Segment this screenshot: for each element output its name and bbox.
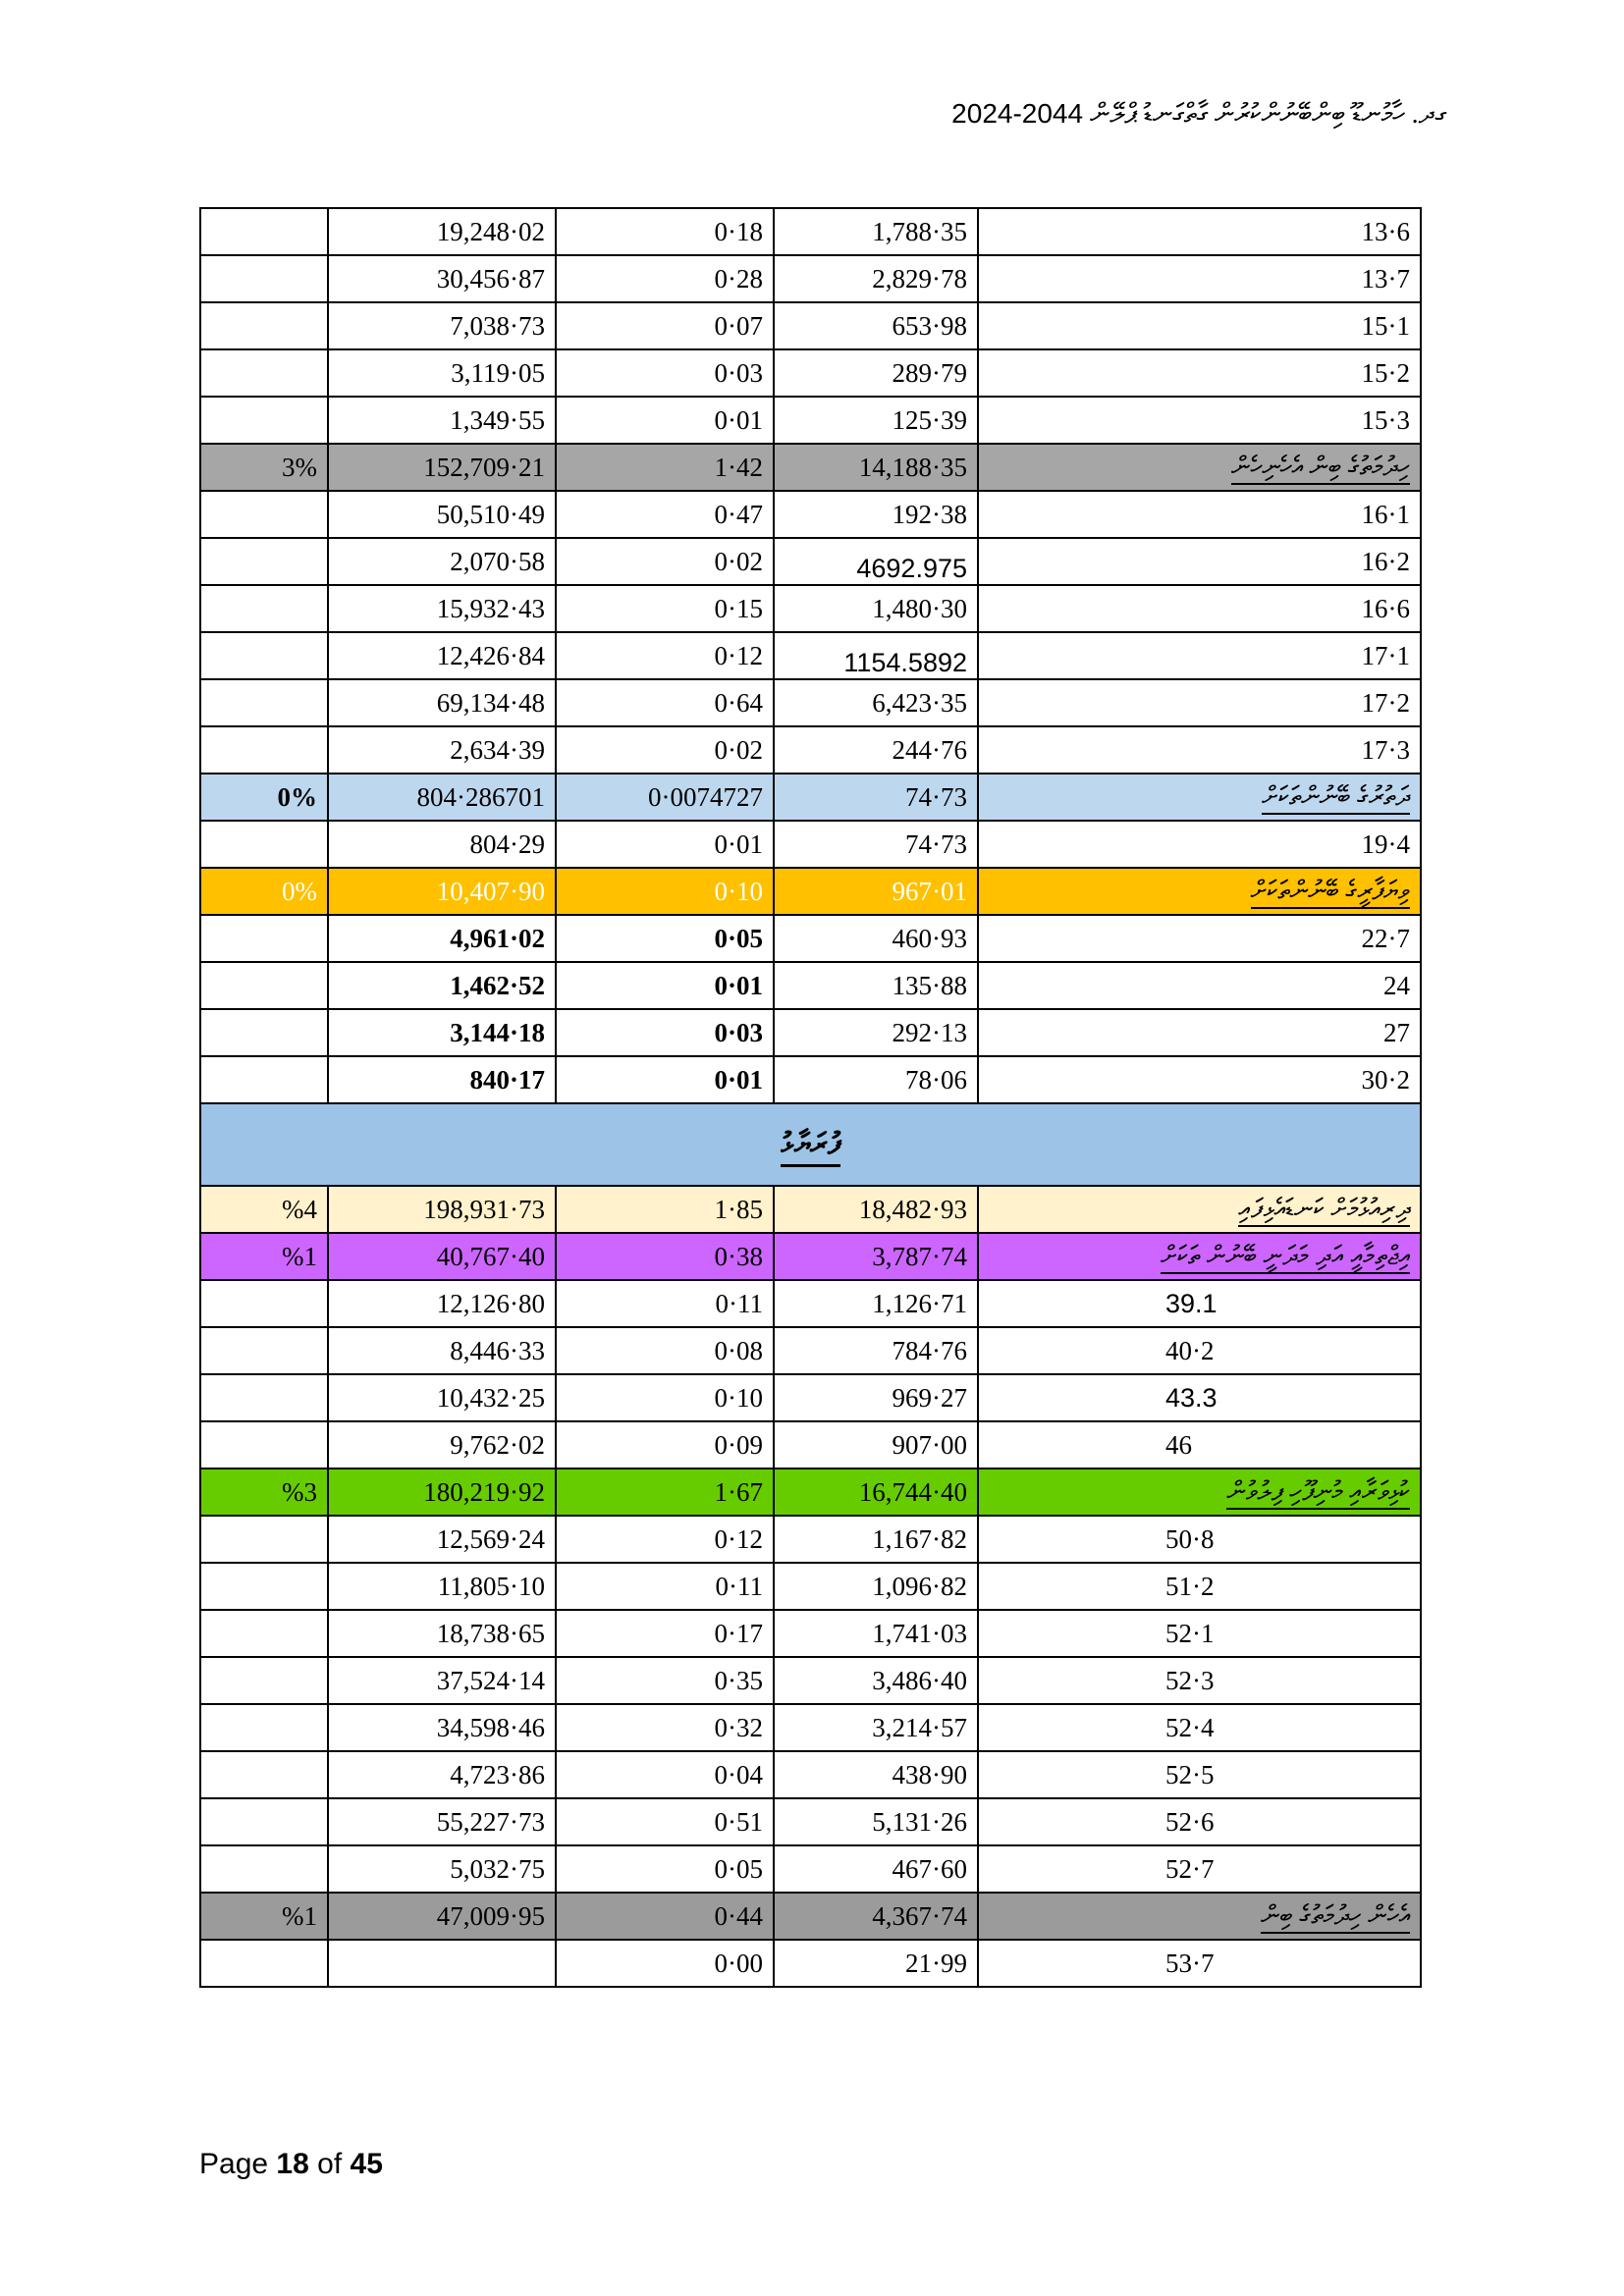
- code-cell: 15·1: [978, 302, 1421, 349]
- area-cell: 2,634·39: [328, 726, 556, 774]
- share-cell: 0·35: [556, 1657, 774, 1704]
- table-row: [200, 1940, 1421, 1987]
- sqft-cell: 14,188·35: [774, 444, 978, 491]
- pct-cell: 3%: [200, 444, 328, 491]
- share-cell: 1·42: [556, 444, 774, 491]
- table-row: [200, 679, 1421, 726]
- code-cell: 17·1: [978, 632, 1421, 679]
- group-row-residential: [200, 1186, 1421, 1233]
- sqft-cell: 653·98: [774, 302, 978, 349]
- share-cell: 0·32: [556, 1704, 774, 1751]
- area-cell: 50,510·49: [328, 491, 556, 538]
- code-cell: 52·3: [978, 1657, 1421, 1704]
- table-row: [200, 915, 1421, 962]
- code-cell: 27: [978, 1009, 1421, 1056]
- pct-cell: 0%: [200, 774, 328, 821]
- sqft-cell: 1,096·82: [774, 1563, 978, 1610]
- table-row: [200, 1657, 1421, 1704]
- pct-cell: [200, 1845, 328, 1893]
- table-row: [200, 1704, 1421, 1751]
- table-row: [200, 397, 1421, 444]
- table-row: [200, 726, 1421, 774]
- group-label: އެހެން ހިދުމަތުގެ ބިން: [978, 1893, 1421, 1940]
- pct-cell: %4: [200, 1186, 328, 1233]
- group-label: ކުޅިވަރާއި މުނިފޫހި ފިލުވުން: [978, 1468, 1421, 1516]
- share-cell: 0·10: [556, 1374, 774, 1421]
- area-cell: 1,462·52: [328, 962, 556, 1009]
- land-use-table: [199, 207, 1422, 1988]
- code-cell: 52·1: [978, 1610, 1421, 1657]
- group-row-transport: [200, 774, 1421, 821]
- area-cell: 2,070·58: [328, 538, 556, 585]
- sqft-cell: 74·73: [774, 821, 978, 868]
- sqft-cell: 289·79: [774, 349, 978, 397]
- table-row: [200, 349, 1421, 397]
- sqft-cell: 967·01: [774, 868, 978, 915]
- code-cell: 15·2: [978, 349, 1421, 397]
- share-cell: 0·28: [556, 255, 774, 302]
- sqft-cell: 16,744·40: [774, 1468, 978, 1516]
- code-cell: 52·6: [978, 1798, 1421, 1845]
- pct-cell: [200, 491, 328, 538]
- area-cell: 47,009·95: [328, 1893, 556, 1940]
- code-cell: 51·2: [978, 1563, 1421, 1610]
- share-cell: 0·02: [556, 538, 774, 585]
- area-cell: 55,227·73: [328, 1798, 556, 1845]
- sqft-cell: 907·00: [774, 1421, 978, 1468]
- area-cell: 8,446·33: [328, 1327, 556, 1374]
- table-row: [200, 538, 1421, 585]
- pct-cell: [200, 1751, 328, 1798]
- share-cell: 0·07: [556, 302, 774, 349]
- sqft-cell: 969·27: [774, 1374, 978, 1421]
- group-row-commercial: [200, 868, 1421, 915]
- share-cell: 0·51: [556, 1798, 774, 1845]
- sqft-cell: 3,787·74: [774, 1233, 978, 1280]
- share-cell: 0·44: [556, 1893, 774, 1940]
- table-row: [200, 1563, 1421, 1610]
- share-cell: 0·08: [556, 1327, 774, 1374]
- sqft-cell: 6,423·35: [774, 679, 978, 726]
- share-cell: 0·12: [556, 1516, 774, 1563]
- group-label: ދިރިއުޅުމަށް ކަނޑައެޅިފައި: [978, 1186, 1421, 1233]
- table-row: [200, 1421, 1421, 1468]
- sqft-cell: 1,480·30: [774, 585, 978, 632]
- pct-cell: [200, 1421, 328, 1468]
- code-cell: 16·2: [978, 538, 1421, 585]
- area-cell: 4,723·86: [328, 1751, 556, 1798]
- pct-cell: [200, 1798, 328, 1845]
- code-cell: 40·2: [978, 1327, 1421, 1374]
- code-cell: 39.1: [978, 1280, 1421, 1327]
- pct-cell: [200, 679, 328, 726]
- table-row: [200, 1280, 1421, 1327]
- area-cell: 30,456·87: [328, 255, 556, 302]
- table-row: [200, 962, 1421, 1009]
- table-row: [200, 1009, 1421, 1056]
- pct-cell: [200, 1056, 328, 1103]
- pct-cell: %1: [200, 1233, 328, 1280]
- code-cell: 24: [978, 962, 1421, 1009]
- area-cell: 10,432·25: [328, 1374, 556, 1421]
- area-cell: 19,248·02: [328, 208, 556, 255]
- area-cell: 3,144·18: [328, 1009, 556, 1056]
- group-row-sports-recreation: [200, 1468, 1421, 1516]
- code-cell: 50·8: [978, 1516, 1421, 1563]
- pct-cell: [200, 1516, 328, 1563]
- table-row: [200, 1845, 1421, 1893]
- pct-cell: [200, 1374, 328, 1421]
- section-title: ފުރަޔާޅު: [200, 1103, 1421, 1186]
- code-cell: 53·7: [978, 1940, 1421, 1987]
- code-cell: 30·2: [978, 1056, 1421, 1103]
- share-cell: 0·09: [556, 1421, 774, 1468]
- area-cell: 804·29: [328, 821, 556, 868]
- share-cell: 0·00: [556, 1940, 774, 1987]
- table-row: [200, 632, 1421, 679]
- sqft-cell: 244·76: [774, 726, 978, 774]
- table-row: [200, 1610, 1421, 1657]
- code-cell: 46: [978, 1421, 1421, 1468]
- table-row: [200, 302, 1421, 349]
- share-cell: 0·02: [556, 726, 774, 774]
- area-cell: 11,805·10: [328, 1563, 556, 1610]
- pct-cell: [200, 208, 328, 255]
- share-cell: 0·01: [556, 821, 774, 868]
- group-label: ދަތުރުގެ ބޭނުންތަކަށް: [978, 774, 1421, 821]
- pct-cell: 0%: [200, 868, 328, 915]
- table-row: [200, 1327, 1421, 1374]
- pct-cell: [200, 585, 328, 632]
- share-cell: 0·38: [556, 1233, 774, 1280]
- share-cell: 0·01: [556, 1056, 774, 1103]
- code-cell: 52·5: [978, 1751, 1421, 1798]
- share-cell: 0·12: [556, 632, 774, 679]
- sqft-cell: 1,126·71: [774, 1280, 978, 1327]
- pct-cell: [200, 1563, 328, 1610]
- pct-cell: [200, 821, 328, 868]
- sqft-cell: 3,486·40: [774, 1657, 978, 1704]
- pct-cell: [200, 1940, 328, 1987]
- code-cell: 15·3: [978, 397, 1421, 444]
- pct-cell: [200, 1657, 328, 1704]
- pct-cell: %3: [200, 1468, 328, 1516]
- pct-cell: [200, 255, 328, 302]
- sqft-cell: 3,214·57: [774, 1704, 978, 1751]
- pct-cell: [200, 632, 328, 679]
- pct-cell: [200, 1280, 328, 1327]
- pct-cell: [200, 302, 328, 349]
- area-cell: 34,598·46: [328, 1704, 556, 1751]
- area-cell: 12,126·80: [328, 1280, 556, 1327]
- area-cell: 9,762·02: [328, 1421, 556, 1468]
- section-title-row: [200, 1103, 1421, 1186]
- sqft-cell: 78·06: [774, 1056, 978, 1103]
- table-row: [200, 491, 1421, 538]
- area-cell: 198,931·73: [328, 1186, 556, 1233]
- sqft-cell: 1,741·03: [774, 1610, 978, 1657]
- sqft-cell: 784·76: [774, 1327, 978, 1374]
- group-label: އިޖްތިމާއީ އަދި މަދަނީ ބޭނުން ތަކަށް: [978, 1233, 1421, 1280]
- pct-cell: [200, 349, 328, 397]
- table-row: [200, 1798, 1421, 1845]
- share-cell: 0·05: [556, 1845, 774, 1893]
- area-cell: 7,038·73: [328, 302, 556, 349]
- code-cell: 13·6: [978, 208, 1421, 255]
- area-cell: 5,032·75: [328, 1845, 556, 1893]
- code-cell: 52·7: [978, 1845, 1421, 1893]
- code-cell: 19·4: [978, 821, 1421, 868]
- area-cell: 4,961·02: [328, 915, 556, 962]
- pct-cell: [200, 1610, 328, 1657]
- group-row-social-civic: [200, 1233, 1421, 1280]
- area-cell: 840·17: [328, 1056, 556, 1103]
- area-cell: 12,569·24: [328, 1516, 556, 1563]
- sqft-cell: 1,167·82: [774, 1516, 978, 1563]
- share-cell: 0·47: [556, 491, 774, 538]
- pct-cell: [200, 397, 328, 444]
- table-row: [200, 1751, 1421, 1798]
- sqft-cell: 192·38: [774, 491, 978, 538]
- table-row: [200, 821, 1421, 868]
- table-row: [200, 1516, 1421, 1563]
- area-cell: 15,932·43: [328, 585, 556, 632]
- table-row: [200, 1056, 1421, 1103]
- group-row-other-services-2: [200, 1893, 1421, 1940]
- pct-cell: %1: [200, 1893, 328, 1940]
- area-cell: 37,524·14: [328, 1657, 556, 1704]
- code-cell: 13·7: [978, 255, 1421, 302]
- share-cell: 1·85: [556, 1186, 774, 1233]
- share-cell: 0·64: [556, 679, 774, 726]
- sqft-cell: 5,131·26: [774, 1798, 978, 1845]
- header-title: ގދ. ހާމުނޑޫ ބިންބޭނުންކުރުން ގާތްގަނޑު ޕްލޭން: [1090, 99, 1447, 130]
- code-cell: 16·6: [978, 585, 1421, 632]
- page-footer: [199, 2148, 383, 2181]
- pct-cell: [200, 1704, 328, 1751]
- area-cell: [328, 1940, 556, 1987]
- area-cell: 69,134·48: [328, 679, 556, 726]
- pct-cell: [200, 962, 328, 1009]
- area-cell: 180,219·92: [328, 1468, 556, 1516]
- pct-cell: [200, 915, 328, 962]
- sqft-cell: 18,482·93: [774, 1186, 978, 1233]
- code-cell: 16·1: [978, 491, 1421, 538]
- share-cell: 0·03: [556, 1009, 774, 1056]
- table-row: [200, 585, 1421, 632]
- code-cell: 52·4: [978, 1704, 1421, 1751]
- share-cell: 0·10: [556, 868, 774, 915]
- pct-cell: [200, 726, 328, 774]
- pct-cell: [200, 538, 328, 585]
- table-row: [200, 1374, 1421, 1421]
- area-cell: 1,349·55: [328, 397, 556, 444]
- code-cell: 43.3: [978, 1374, 1421, 1421]
- area-cell: 40,767·40: [328, 1233, 556, 1280]
- area-cell: 152,709·21: [328, 444, 556, 491]
- sqft-cell: 2,829·78: [774, 255, 978, 302]
- group-label: ވިޔަފާރީގެ ބޭނުންތަކަށް: [978, 868, 1421, 915]
- sqft-cell: 135·88: [774, 962, 978, 1009]
- share-cell: 0·01: [556, 397, 774, 444]
- share-cell: 0·17: [556, 1610, 774, 1657]
- group-row-other-services: [200, 444, 1421, 491]
- area-cell: 3,119·05: [328, 349, 556, 397]
- footer-page-number: 18: [276, 2148, 309, 2180]
- share-cell: 0·11: [556, 1280, 774, 1327]
- area-cell: 18,738·65: [328, 1610, 556, 1657]
- sqft-cell: 1154.5892: [774, 632, 978, 679]
- share-cell: 0·15: [556, 585, 774, 632]
- page-header: [951, 98, 1447, 131]
- share-cell: 0·04: [556, 1751, 774, 1798]
- footer-page-word: Page: [199, 2148, 269, 2180]
- sqft-cell: 21·99: [774, 1940, 978, 1987]
- sqft-cell: 467·60: [774, 1845, 978, 1893]
- code-cell: 22·7: [978, 915, 1421, 962]
- header-year-range: 2024-2044: [951, 98, 1084, 129]
- area-cell: 804·286701: [328, 774, 556, 821]
- table-row: [200, 208, 1421, 255]
- share-cell: 0·05: [556, 915, 774, 962]
- sqft-cell: 292·13: [774, 1009, 978, 1056]
- pct-cell: [200, 1009, 328, 1056]
- group-label: ހިދުމަތުގެ ބިން އެހެނިހެން: [978, 444, 1421, 491]
- footer-of-word: of: [317, 2148, 343, 2180]
- sqft-cell: 438·90: [774, 1751, 978, 1798]
- area-cell: 10,407·90: [328, 868, 556, 915]
- sqft-cell: 460·93: [774, 915, 978, 962]
- share-cell: 0·01: [556, 962, 774, 1009]
- sqft-cell: 74·73: [774, 774, 978, 821]
- share-cell: 0·03: [556, 349, 774, 397]
- area-cell: 12,426·84: [328, 632, 556, 679]
- code-cell: 17·2: [978, 679, 1421, 726]
- share-cell: 0·11: [556, 1563, 774, 1610]
- sqft-cell: 4692.975: [774, 538, 978, 585]
- sqft-cell: 1,788·35: [774, 208, 978, 255]
- share-cell: 0·18: [556, 208, 774, 255]
- sqft-cell: 125·39: [774, 397, 978, 444]
- pct-cell: [200, 1327, 328, 1374]
- share-cell: 1·67: [556, 1468, 774, 1516]
- code-cell: 17·3: [978, 726, 1421, 774]
- footer-page-total: 45: [350, 2148, 383, 2180]
- sqft-cell: 4,367·74: [774, 1893, 978, 1940]
- table-row: [200, 255, 1421, 302]
- share-cell: 0·0074727: [556, 774, 774, 821]
